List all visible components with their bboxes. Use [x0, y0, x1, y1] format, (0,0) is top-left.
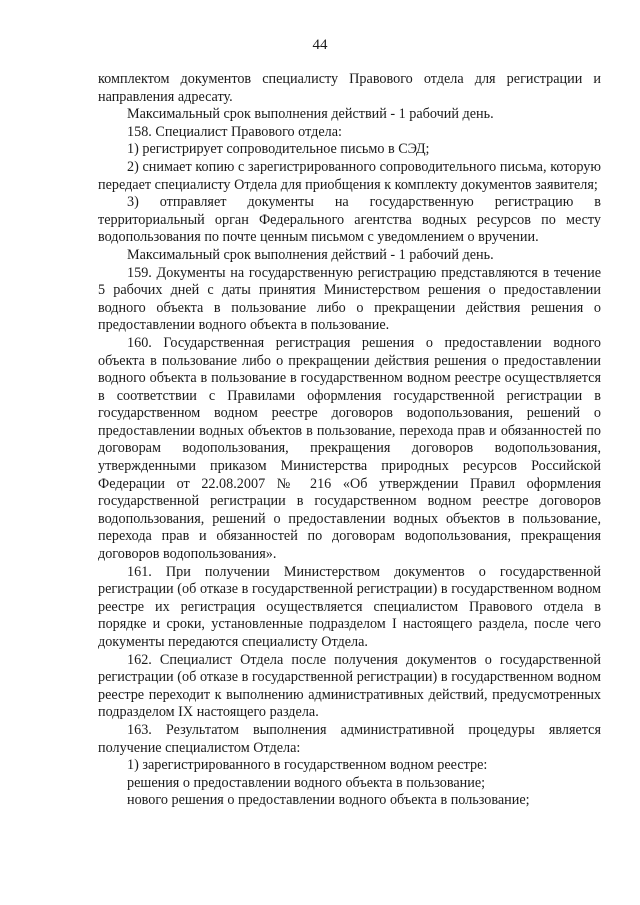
- paragraph-162: 162. Специалист Отдела после получения документов о государственной регистрации (об отказе в государственной регистрации) в государственном водном реестре переходит к выполнению административных действий, предусмотренных подразделом IX настоящего раздела.: [98, 651, 601, 721]
- paragraph-158-item-3: 3) отправляет документы на государственную регистрацию в территориальный орган Федерального агентства водных ресурсов по месту водопользования по почте ценным письмом с уведомлением о вручении.: [98, 194, 601, 246]
- paragraph-161: 161. При получении Министерством документов о государственной регистрации (об отказе в государственной регистрации) в государственном водном реестре их регистрация осуществляется специалистом Правового отдела в порядке и сроки, установленные подразделом I настоящего раздела, после чего документы передаются специалисту Отдела.: [98, 563, 601, 650]
- paragraph-163-subitem: нового решения о предоставлении водного объекта в пользование;: [127, 792, 530, 809]
- paragraph-158: 158. Специалист Правового отдела:: [127, 123, 342, 140]
- paragraph-159: 159. Документы на государственную регистрацию представляются в течение 5 рабочих дней с даты принятия Министерством решения о предоставлении водного объекта в пользование либо о прекращении действия решения о предоставлении водного объекта в пользование.: [98, 264, 601, 334]
- paragraph-163-subitem: решения о предоставлении водного объекта в пользование;: [127, 774, 486, 791]
- paragraph-deadline: Максимальный срок выполнения действий - 1 рабочий день.: [127, 246, 494, 263]
- document-body: [98, 71, 601, 810]
- page-number: 44: [312, 37, 328, 53]
- paragraph-163: 163. Результатом выполнения административной процедуры является получение специалистом Отдела:: [98, 721, 601, 756]
- paragraph-163-item-1: 1) зарегистрированного в государственном водном реестре:: [127, 757, 488, 774]
- paragraph-160: 160. Государственная регистрация решения о предоставлении водного объекта в пользование либо о прекращении действия решения о предоставлении водного объекта в пользование в государственном водном реестре осуществляется в соответствии с Правилами оформления государственной регистрации в государственном водном реестре договоров водопользования, решений о предоставлении водных объектов в пользование, перехода прав и обязанностей по договорам водопользования, прекращения договоров водопользования, утвержденными приказом Министерства природных ресурсов Российской Федерации от 22.08.2007 № 216 «Об утверждении Правил оформления государственной регистрации в государственном водном реестре договоров водопользования, решений о предоставлении водных объектов в пользование, перехода прав и обязанностей по договорам водопользования, прекращения договоров водопользования».: [98, 334, 601, 563]
- paragraph-deadline: Максимальный срок выполнения действий - 1 рабочий день.: [127, 106, 494, 123]
- paragraph-continuation: комплектом документов специалисту Правового отдела для регистрации и направления адресату.: [98, 71, 601, 105]
- paragraph-158-item-2: 2) снимает копию с зарегистрированного сопроводительного письма, которую передает специалисту Отдела для приобщения к комплекту документов заявителя;: [98, 158, 601, 193]
- paragraph-158-item-1: 1) регистрирует сопроводительное письмо в СЭД;: [127, 141, 430, 158]
